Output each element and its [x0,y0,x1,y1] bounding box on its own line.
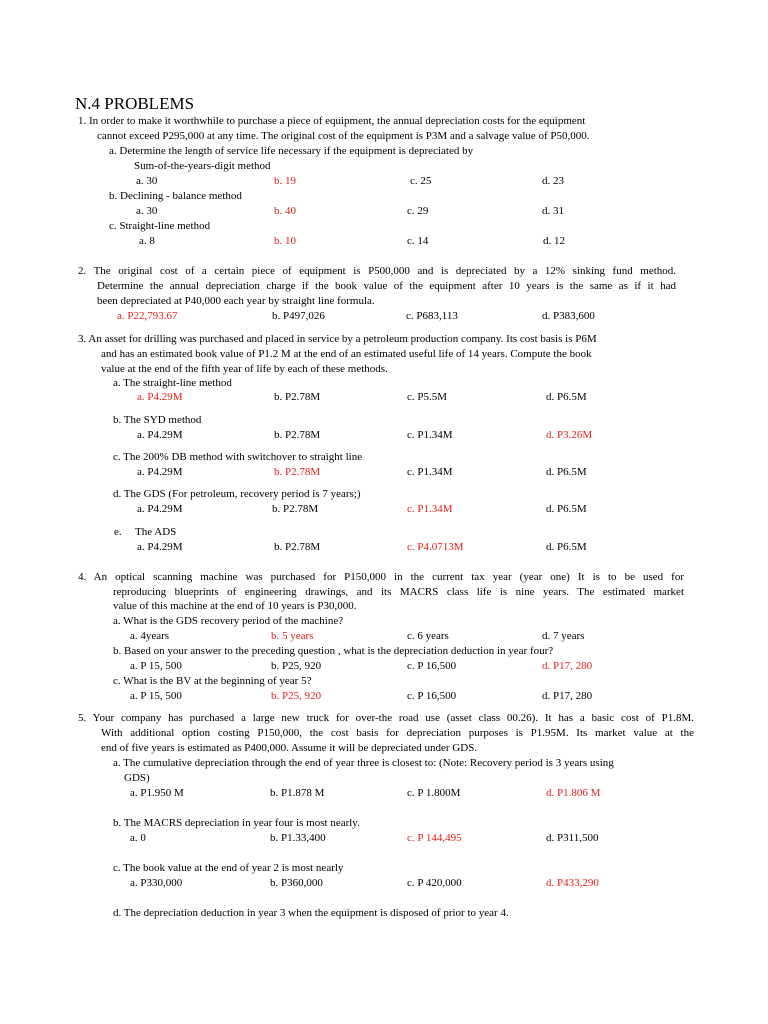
option: d. 31 [542,205,564,217]
option: a. P4.29M [137,391,183,403]
option: b. P2.78M [274,541,321,553]
option: b. P25, 920 [271,690,322,702]
option: c. P1.34M [407,503,453,515]
option: b. 5 years [271,630,314,642]
problem-2-line-3: been depreciated at P40,000 each year by straight line formula. [97,295,375,307]
option: d. 23 [542,175,564,187]
problem-3c-label: c. The 200% DB method with switchover to straight line [113,451,363,463]
option: d. P311,500 [546,832,599,844]
problem-2-line-1: 2. The original cost of a certain piece of equipment is P500,000 and is depreciated by a 12% sinking fund method. [78,265,676,277]
problem-3-line-1: 3. An asset for drilling was purchased and placed in service by a petroleum production company. Its cost basis is P6M [78,333,597,345]
option: c. P683,113 [406,310,458,322]
option: c. P 16,500 [407,690,457,702]
option: a. P330,000 [130,877,183,889]
option: b. P1.878 M [270,787,325,799]
option: b. P497,026 [272,310,325,322]
option: c. P 420,000 [407,877,462,889]
problem-2-line-2: Determine the annual depreciation charge if the book value of the equipment after 10 years is the same as if it had [97,280,676,292]
option: d. P6.5M [546,503,587,515]
option: c. 29 [407,205,429,217]
problem-5c-label: c. The book value at the end of year 2 is most nearly [113,862,344,874]
option: d. P1.806 M [546,787,601,799]
option: b. P360,000 [270,877,323,889]
option: b. 10 [274,235,296,247]
option: a. P22,793.67 [117,310,178,322]
problem-1a-label: a. Determine the length of service life necessary if the equipment is depreciated by [109,145,474,157]
option: c. P 144,495 [407,832,462,844]
option: d. 7 years [542,630,585,642]
option: b. P25, 920 [271,660,322,672]
problem-4a-label: a. What is the GDS recovery period of the machine? [113,615,344,627]
option: c. P5.5M [407,391,448,403]
option: a. P 15, 500 [130,660,182,672]
problem-4-line-1: 4. An optical scanning machine was purchased for P150,000 in the current tax year (year one) It is to be used for [78,571,684,583]
option: c. 25 [410,175,432,187]
option: a. P4.29M [137,541,183,553]
page-title: N.4 PROBLEMS [75,94,195,113]
problem-1-line-1: 1. In order to make it worthwhile to purchase a piece of equipment, the annual depreciation costs for the equipment [78,115,586,127]
option: b. P1.33,400 [270,832,326,844]
option: d. P17, 280 [542,660,593,672]
problem-5-line-1: 5. Your company has purchased a large new truck for over-the road use (asset class 00.26). It has a basic cost of P1.8M. [78,712,694,724]
option: c. 6 years [407,630,449,642]
problem-1c-label: c. Straight-line method [109,220,211,232]
option: d. P6.5M [546,391,587,403]
option: b. 19 [274,175,296,187]
option: c. P 1.800M [407,787,461,799]
problem-5a-label-cont: GDS) [124,772,150,784]
option: a. 30 [136,205,158,217]
option: b. P2.78M [274,429,321,441]
problem-4-line-3: value of this machine at the end of 10 years is P30,000. [113,600,357,612]
problem-3-line-3: value at the end of the fifth year of life by each of these methods. [101,363,388,375]
option: b. P2.78M [274,466,321,478]
option: a. P1.950 M [130,787,184,799]
option: d. P6.5M [546,541,587,553]
option: b. P2.78M [274,391,321,403]
problem-5a-label: a. The cumulative depreciation through the end of year three is closest to: (Note: Recovery period is 3 years using [113,757,614,769]
option: a. P4.29M [137,503,183,515]
option: b. P2.78M [272,503,319,515]
problem-5-line-2: With additional option costing P150,000, the cost basis for depreciation purposes is P1.95M. Its market value at the [101,727,694,739]
option: a. 0 [130,832,146,844]
problem-4-line-2: reproducing blueprints of engineering drawings, and its MACRS class life is nine years. The estimated market [113,586,684,598]
problem-3e-label: The ADS [135,526,177,538]
problem-3d-label: d. The GDS (For petroleum, recovery period is 7 years;) [113,488,361,500]
option: b. 40 [274,205,296,217]
option: a. 4years [130,630,170,642]
problem-3b-label: b. The SYD method [113,414,202,426]
problem-1a-method: Sum-of-the-years-digit method [134,160,271,172]
option: d. P433,290 [546,877,599,889]
problem-3-line-2: and has an estimated book value of P1.2 M at the end of an estimated useful life of 14 years. Compute the book [101,348,592,360]
problem-1-line-2: cannot exceed P295,000 at any time. The original cost of the equipment is P3M and a salvage value of P50,000. [97,130,590,142]
problem-4c-label: c. What is the BV at the beginning of year 5? [113,675,312,687]
option: a. P4.29M [137,466,183,478]
option: c. 14 [407,235,429,247]
option: d. P6.5M [546,466,587,478]
option: d. 12 [543,235,565,247]
option: a. P 15, 500 [130,690,182,702]
problem-4b-label: b. Based on your answer to the preceding question , what is the depreciation deduction in year four? [113,645,554,657]
option: a. 8 [139,235,155,247]
option: a. P4.29M [137,429,183,441]
option: d. P383,600 [542,310,595,322]
problem-3e-letter: e. [114,526,122,538]
option: c. P1.34M [407,466,453,478]
option: a. 30 [136,175,158,187]
problem-3a-label: a. The straight-line method [113,377,232,389]
problem-5-line-3: end of five years is estimated as P400,000. Assume it will be depreciated under GDS. [101,742,478,754]
problem-5d-label: d. The depreciation deduction in year 3 when the equipment is disposed of prior to year 4. [113,907,509,919]
problem-1b-label: b. Declining - balance method [109,190,242,202]
option: d. P3.26M [546,429,593,441]
option: c. P4.0713M [407,541,464,553]
option: d. P17, 280 [542,690,593,702]
option: c. P 16,500 [407,660,457,672]
option: c. P1.34M [407,429,453,441]
problem-5b-label: b. The MACRS depreciation in year four is most nearly. [113,817,360,829]
